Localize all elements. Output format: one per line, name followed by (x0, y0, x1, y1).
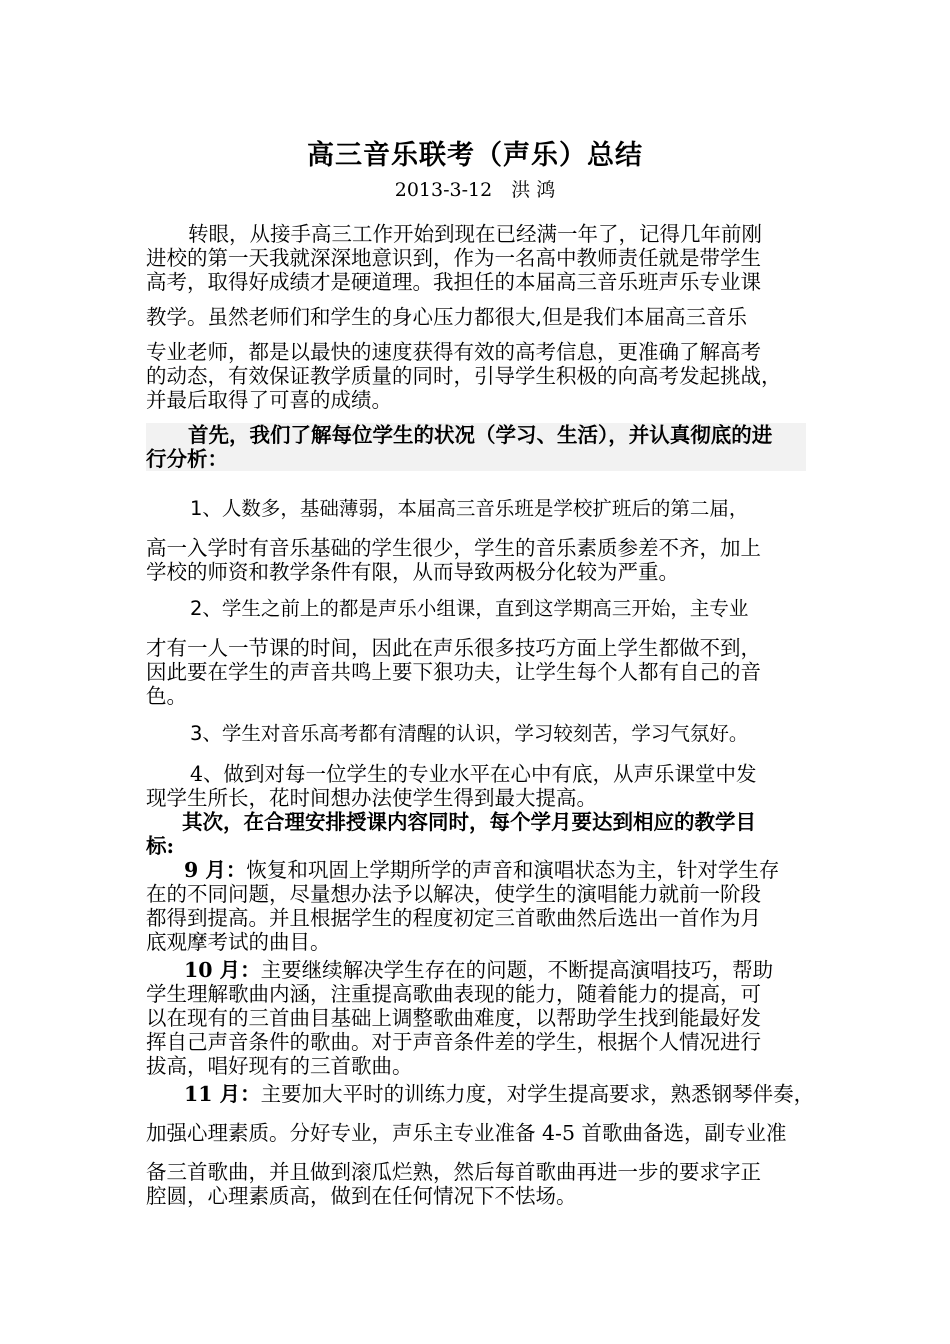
text-line: 因此要在学生的声音共鸣上要下狠功夫，让学生每个人都有自己的音 (146, 660, 761, 684)
text-line: 转眼，从接手高三工作开始到现在已经满一年了，记得几年前刚 (188, 222, 762, 246)
section-heading-1 (146, 423, 806, 471)
month-november (146, 1082, 815, 1106)
point-1-cont (146, 536, 810, 584)
month-november-cont-2 (146, 1160, 810, 1208)
text-line: 都得到提高。并且根据学生的程度初定三首歌曲然后选出一首作为月 (146, 906, 761, 930)
text-line: 色。 (146, 684, 187, 708)
text-line: 现学生所长，花时间想办法使学生得到最大提高。 (146, 786, 597, 810)
heading-line: 标: (146, 834, 175, 858)
point-2-cont (146, 636, 810, 708)
text-line: 高考，取得好成绩才是硬道理。我担任的本届高三音乐班声乐专业课 (146, 270, 761, 294)
text-line: 备三首歌曲，并且做到滚瓜烂熟，然后每首歌曲再进一步的要求字正 (146, 1160, 761, 1184)
text-line: 挥自己声音条件的歌曲。对于声音条件差的学生，根据个人情况进行 (146, 1030, 761, 1054)
intro-paragraph (146, 222, 810, 412)
point-3 (146, 722, 810, 746)
text-line: 在的不同问题，尽量想办法予以解决，使学生的演唱能力就前一阶段 (146, 882, 761, 906)
text-line: 腔圆，心理素质高，做到在任何情况下不怯场。 (146, 1184, 577, 1208)
text-line: 底观摩考试的曲目。 (146, 930, 331, 954)
heading-line: 其次，在合理安排授课内容同时，每个学月要达到相应的教学目 (182, 810, 756, 834)
point-1 (146, 497, 810, 521)
point-4 (146, 762, 810, 810)
text-line: 主要继续解决学生存在的问题，不断提高演唱技巧，帮助 (260, 958, 774, 982)
month-september (146, 858, 810, 954)
month-label: 11 月： (184, 1082, 261, 1106)
text-line: 并最后取得了可喜的成绩。 (146, 388, 392, 412)
text-line: 2、学生之前上的都是声乐小组课，直到这学期高三开始，主专业 (190, 597, 749, 620)
month-october (146, 958, 810, 1078)
text-line: 以在现有的三首曲目基础上调整歌曲难度，以帮助学生找到能最好发 (146, 1006, 761, 1030)
month-label: 9 月： (184, 858, 247, 882)
section-heading-2 (146, 810, 810, 858)
text-line: 专业老师，都是以最快的速度获得有效的高考信息，更准确了解高考 (146, 340, 761, 364)
text-line: 主要加大平时的训练力度，对学生提高要求，熟悉钢琴伴奏， (260, 1082, 815, 1106)
point-2 (146, 597, 810, 621)
text-line: 进校的第一天我就深深地意识到，作为一名高中教师责任就是带学生 (146, 246, 761, 270)
month-november-cont (146, 1121, 810, 1145)
text-line: 恢复和巩固上学期所学的声音和演唱状态为主，针对学生存 (246, 858, 780, 882)
text-line: 才有一人一节课的时间，因此在声乐很多技巧方面上学生都做不到， (146, 636, 761, 660)
text-line: 4、做到对每一位学生的专业水平在心中有底，从声乐课堂中发 (190, 762, 757, 786)
text-line: 高一入学时有音乐基础的学生很少，学生的音乐素质参差不齐，加上 (146, 536, 761, 560)
text-line: 1、人数多，基础薄弱，本届高三音乐班是学校扩班后的第二届， (190, 497, 749, 520)
month-label: 10 月： (184, 958, 261, 982)
text-line: 学生理解歌曲内涵，注重提高歌曲表现的能力，随着能力的提高，可 (146, 982, 761, 1006)
document-title: 高三音乐联考（声乐）总结 (307, 140, 643, 171)
document-byline: 2013-3-12 洪 鸿 (394, 179, 556, 201)
text-line: 的动态，有效保证教学质量的同时，引导学生积极的向高考发起挑战， (146, 364, 782, 388)
text-line: 教学。虽然老师们和学生的身心压力都很大,但是我们本届高三音乐 (146, 305, 748, 329)
text-line: 学校的师资和教学条件有限，从而导致两极分化较为严重。 (146, 560, 679, 584)
heading-line: 行分析： (146, 447, 228, 471)
text-line: 加强心理素质。分好专业，声乐主专业准备 4-5 首歌曲备选，副专业准 (146, 1121, 787, 1145)
heading-line: 首先，我们了解每位学生的状况（学习、生活），并认真彻底的进 (188, 423, 773, 447)
text-line: 3、学生对音乐高考都有清醒的认识，学习较刻苦，学习气氛好。 (190, 722, 749, 745)
text-line: 拔高，唱好现有的三首歌曲。 (146, 1054, 413, 1078)
